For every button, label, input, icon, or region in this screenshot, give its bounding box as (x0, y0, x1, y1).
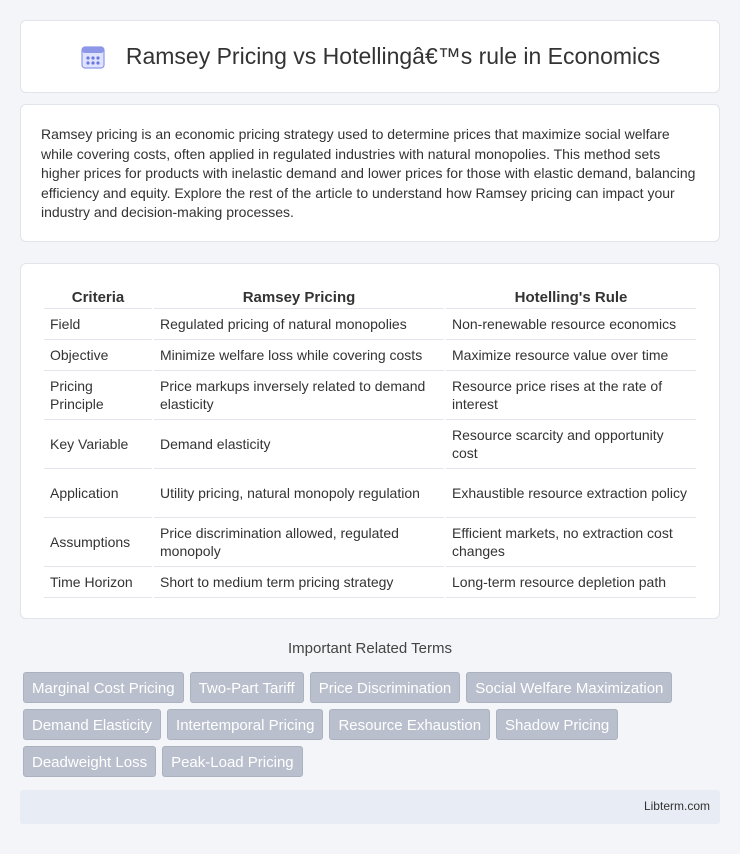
related-term-tag[interactable]: Price Discrimination (310, 672, 461, 703)
column-header-hotelling: Hotelling's Rule (446, 286, 696, 309)
related-term-tag[interactable]: Resource Exhaustion (329, 709, 490, 740)
table-cell: Pricing Principle (44, 371, 152, 420)
table-cell: Non-renewable resource economics (446, 309, 696, 340)
table-cell: Regulated pricing of natural monopolies (154, 309, 444, 340)
table-cell: Objective (44, 340, 152, 371)
intro-card (20, 104, 720, 242)
page-title: Ramsey Pricing vs Hotellingâ€™s rule in Economics (125, 43, 661, 69)
calendar-icon (80, 44, 106, 70)
comparison-card (20, 263, 720, 619)
table-cell: Exhaustible resource extraction policy (446, 469, 696, 518)
related-term-tag[interactable]: Peak-Load Pricing (162, 746, 303, 777)
header-card (20, 20, 720, 93)
related-term-tag[interactable]: Intertemporal Pricing (167, 709, 323, 740)
column-header-criteria: Criteria (44, 286, 152, 309)
table-row (44, 340, 696, 371)
table-cell: Application (44, 469, 152, 518)
related-term-tag[interactable]: Deadweight Loss (23, 746, 156, 777)
footer (20, 790, 720, 824)
table-cell: Resource price rises at the rate of interest (446, 371, 696, 420)
table-cell: Utility pricing, natural monopoly regulation (154, 469, 444, 518)
table-cell: Maximize resource value over time (446, 340, 696, 371)
table-row (44, 371, 696, 420)
table-cell: Time Horizon (44, 567, 152, 598)
related-term-tag[interactable]: Marginal Cost Pricing (23, 672, 184, 703)
comparison-table (42, 286, 698, 598)
footer-site-link[interactable]: Libterm.com (643, 799, 710, 813)
table-row (44, 469, 696, 518)
table-row (44, 420, 696, 469)
table-cell: Field (44, 309, 152, 340)
table-cell: Price discrimination allowed, regulated monopoly (154, 518, 444, 567)
related-term-tag[interactable]: Two-Part Tariff (190, 672, 304, 703)
table-cell: Key Variable (44, 420, 152, 469)
table-cell: Short to medium term pricing strategy (154, 567, 444, 598)
table-cell: Minimize welfare loss while covering costs (154, 340, 444, 371)
column-header-ramsey: Ramsey Pricing (154, 286, 444, 309)
related-term-tag[interactable]: Demand Elasticity (23, 709, 161, 740)
intro-text: Ramsey pricing is an economic pricing strategy used to determine prices that maximize social welfare while covering costs, often applied in regulated industries with natural monopolies. This method sets higher prices for products with inelastic demand and lower prices for those with elastic demand, balancing efficiency and equity. Explore the rest of the article to understand how Ramsey pricing can impact your industry and decision-making processes. (41, 126, 696, 221)
table-cell: Resource scarcity and opportunity cost (446, 420, 696, 469)
table-row (44, 518, 696, 567)
table-cell: Efficient markets, no extraction cost changes (446, 518, 696, 567)
table-cell: Assumptions (44, 518, 152, 567)
table-row (44, 309, 696, 340)
related-term-tag[interactable]: Social Welfare Maximization (466, 672, 672, 703)
related-term-tag[interactable]: Shadow Pricing (496, 709, 618, 740)
table-row (44, 567, 696, 598)
related-terms-title: Important Related Terms (288, 640, 452, 657)
table-cell: Long-term resource depletion path (446, 567, 696, 598)
table-cell: Price markups inversely related to demand elasticity (154, 371, 444, 420)
related-terms-list (23, 672, 723, 783)
table-cell: Demand elasticity (154, 420, 444, 469)
